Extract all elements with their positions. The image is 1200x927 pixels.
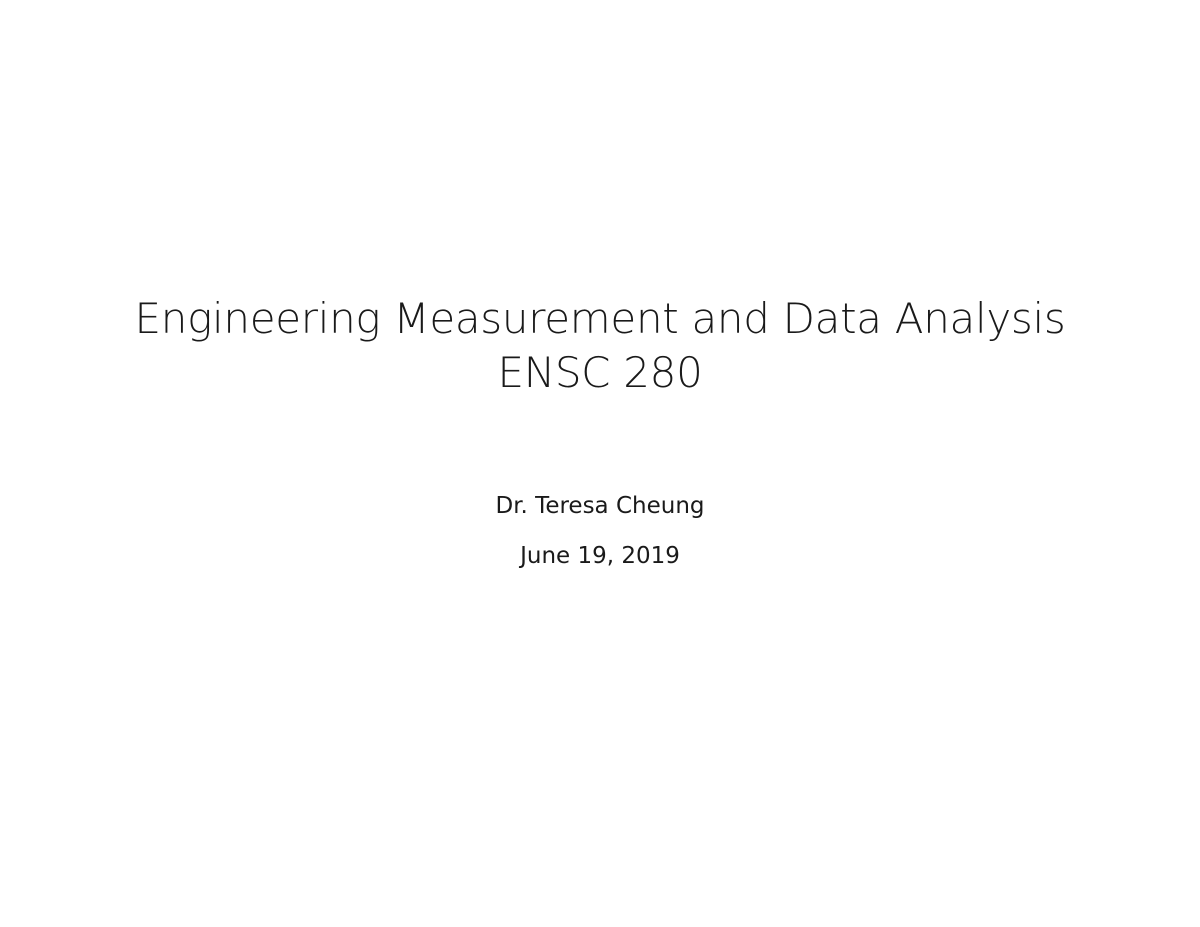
- course-title: Engineering Measurement and Data Analysis: [134, 294, 1066, 343]
- presentation-date: June 19, 2019: [520, 543, 680, 569]
- slide-subtitle: [0, 492, 1200, 570]
- course-code: ENSC 280: [497, 348, 703, 397]
- slide-title: [0, 292, 1200, 400]
- author-name: Dr. Teresa Cheung: [495, 493, 705, 519]
